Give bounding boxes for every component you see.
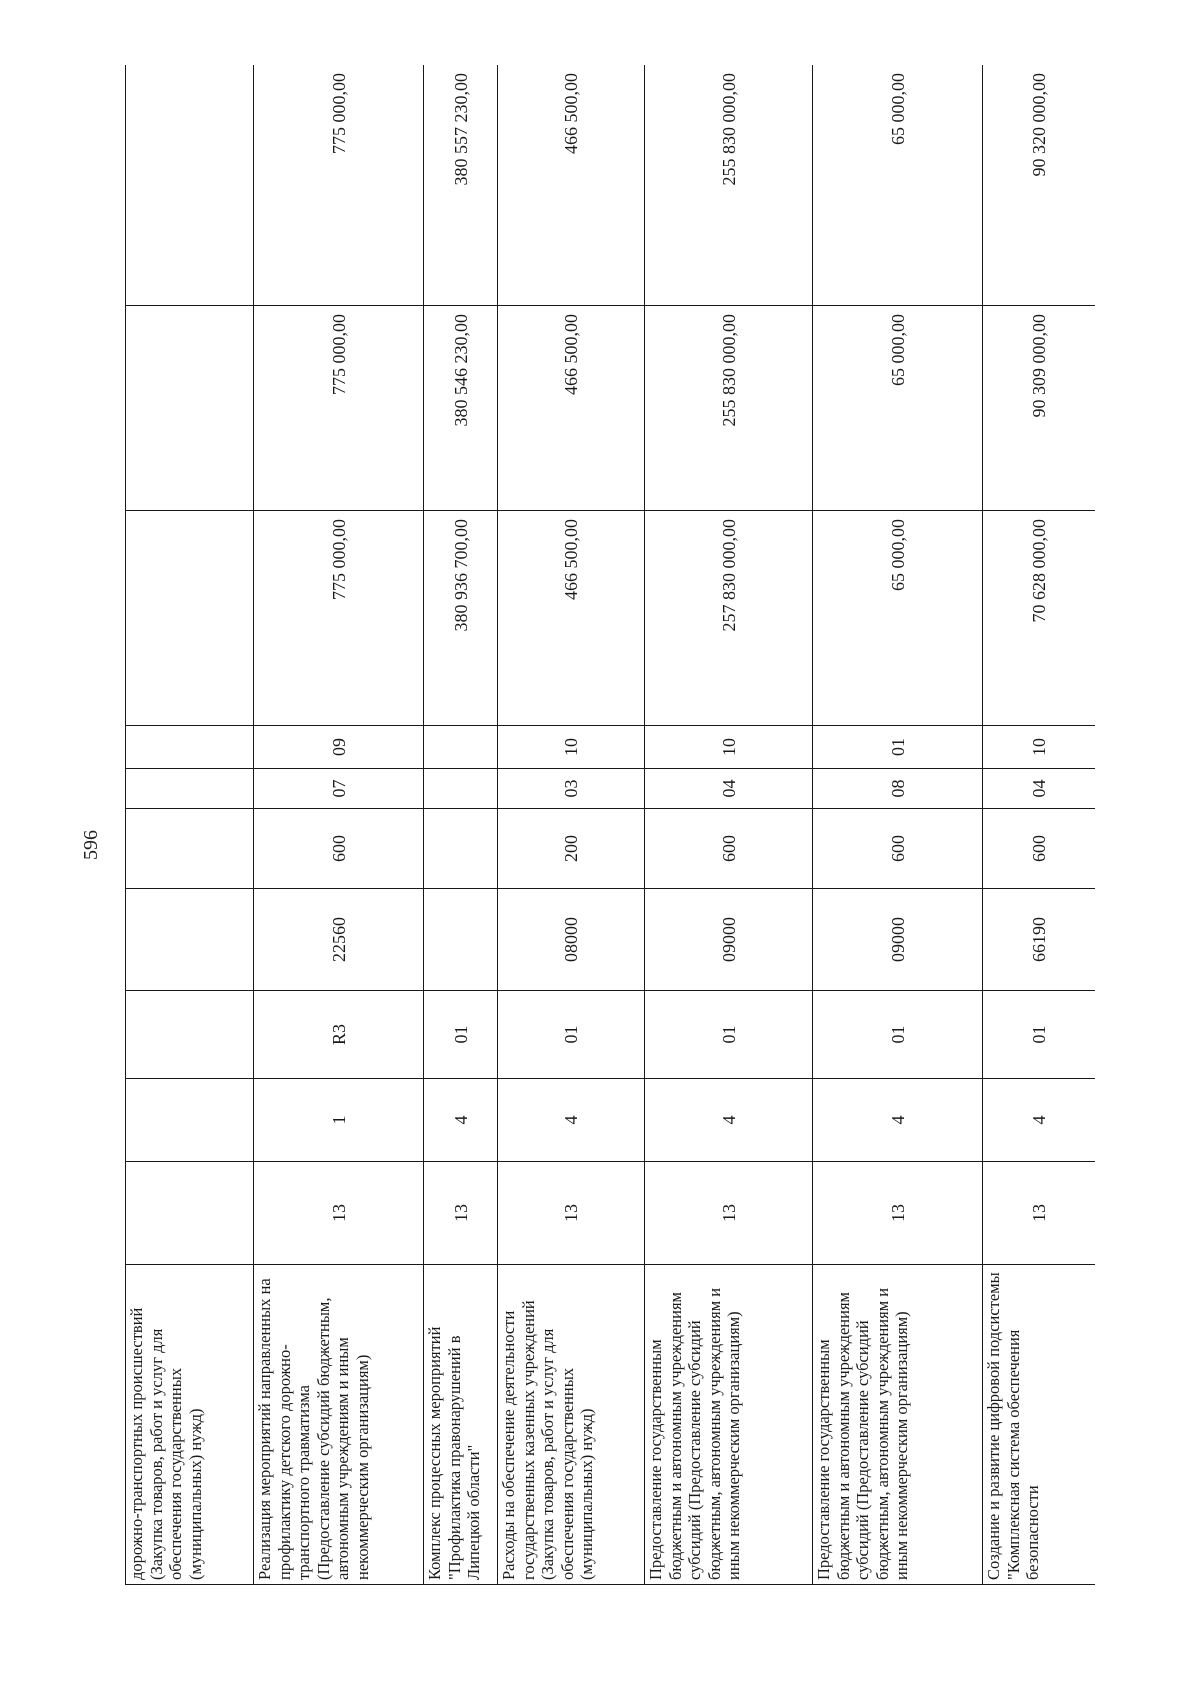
amount-year1: 65 000,00 bbox=[813, 511, 983, 726]
code-section2: 04 bbox=[645, 769, 813, 809]
code-program: 01 bbox=[813, 991, 983, 1079]
code-subsection: 09 bbox=[254, 726, 424, 769]
row-name: Реализация мероприятий направленных на профилактику детского дорожно-транспортного травматизма (Предоставление субсидий бюджетным, автономным учреждениям и иным некоммерческим организациям) bbox=[254, 1265, 424, 1585]
code-subsection: 10 bbox=[983, 726, 1096, 769]
code-type bbox=[126, 1079, 254, 1162]
code-section: 13 bbox=[813, 1162, 983, 1265]
code-direction: 08000 bbox=[498, 889, 645, 991]
row-name: Создание и развитие цифровой подсистемы "Комплексная система обеспечения безопасности bbox=[983, 1265, 1096, 1585]
budget-table-rotated bbox=[125, 65, 1095, 1585]
code-section bbox=[126, 1162, 254, 1265]
code-type: 1 bbox=[254, 1079, 424, 1162]
amount-year3 bbox=[126, 65, 254, 306]
amount-year3: 466 500,00 bbox=[498, 65, 645, 306]
amount-year3: 775 000,00 bbox=[254, 65, 424, 306]
code-expense-type: 600 bbox=[813, 809, 983, 889]
code-subsection bbox=[424, 726, 498, 769]
table-row bbox=[983, 65, 1096, 1585]
code-type: 4 bbox=[498, 1079, 645, 1162]
code-expense-type bbox=[424, 809, 498, 889]
amount-year2: 65 000,00 bbox=[813, 306, 983, 511]
row-name: Предоставление государственным бюджетным и автономным учреждениям субсидий (Предоставление субсидий бюджетным, автономным учреждениям и иным некоммерческим организациям) bbox=[645, 1265, 813, 1585]
code-expense-type bbox=[126, 809, 254, 889]
amount-year2: 775 000,00 bbox=[254, 306, 424, 511]
amount-year1: 466 500,00 bbox=[498, 511, 645, 726]
amount-year3: 380 557 230,00 bbox=[424, 65, 498, 306]
code-section: 13 bbox=[254, 1162, 424, 1265]
code-subsection bbox=[126, 726, 254, 769]
table-row bbox=[126, 65, 254, 1585]
code-direction bbox=[424, 889, 498, 991]
amount-year2: 380 546 230,00 bbox=[424, 306, 498, 511]
code-program: 01 bbox=[424, 991, 498, 1079]
budget-table bbox=[125, 65, 1095, 1585]
code-subsection: 10 bbox=[645, 726, 813, 769]
code-program: 01 bbox=[983, 991, 1096, 1079]
code-direction: 09000 bbox=[813, 889, 983, 991]
code-expense-type: 600 bbox=[983, 809, 1096, 889]
code-direction: 66190 bbox=[983, 889, 1096, 991]
amount-year2 bbox=[126, 306, 254, 511]
table-row bbox=[254, 65, 424, 1585]
amount-year2: 90 309 000,00 bbox=[983, 306, 1096, 511]
code-section: 13 bbox=[498, 1162, 645, 1265]
table-row bbox=[645, 65, 813, 1585]
code-section2: 03 bbox=[498, 769, 645, 809]
code-section2: 08 bbox=[813, 769, 983, 809]
amount-year1: 257 830 000,00 bbox=[645, 511, 813, 726]
code-type: 4 bbox=[645, 1079, 813, 1162]
code-type: 4 bbox=[983, 1079, 1096, 1162]
amount-year1: 70 628 000,00 bbox=[983, 511, 1096, 726]
amount-year1: 775 000,00 bbox=[254, 511, 424, 726]
code-program: 01 bbox=[645, 991, 813, 1079]
row-name: Предоставление государственным бюджетным и автономным учреждениям субсидий (Предоставление субсидий бюджетным, автономным учреждениям и иным некоммерческим организациям) bbox=[813, 1265, 983, 1585]
amount-year1 bbox=[126, 511, 254, 726]
code-direction bbox=[126, 889, 254, 991]
amount-year2: 466 500,00 bbox=[498, 306, 645, 511]
code-direction: 22560 bbox=[254, 889, 424, 991]
code-type: 4 bbox=[424, 1079, 498, 1162]
code-subsection: 10 bbox=[498, 726, 645, 769]
row-name: Комплекс процессных мероприятий "Профилактика правонарушений в Липецкой области" bbox=[424, 1265, 498, 1585]
code-subsection: 01 bbox=[813, 726, 983, 769]
code-expense-type: 600 bbox=[254, 809, 424, 889]
code-section2: 07 bbox=[254, 769, 424, 809]
code-section: 13 bbox=[424, 1162, 498, 1265]
row-name: Расходы на обеспечение деятельности государственных казенных учреждений (Закупка товаров, работ и услуг для обеспечения государственных (муниципальных) нужд) bbox=[498, 1265, 645, 1585]
amount-year1: 380 936 700,00 bbox=[424, 511, 498, 726]
budget-table-frame bbox=[125, 65, 1095, 1585]
code-type: 4 bbox=[813, 1079, 983, 1162]
code-program bbox=[126, 991, 254, 1079]
code-direction: 09000 bbox=[645, 889, 813, 991]
table-row bbox=[813, 65, 983, 1585]
amount-year3: 65 000,00 bbox=[813, 65, 983, 306]
code-section: 13 bbox=[645, 1162, 813, 1265]
table-row bbox=[424, 65, 498, 1585]
table-row bbox=[498, 65, 645, 1585]
code-section2 bbox=[126, 769, 254, 809]
amount-year3: 255 830 000,00 bbox=[645, 65, 813, 306]
page-number: 596 bbox=[80, 830, 102, 860]
code-program: 01 bbox=[498, 991, 645, 1079]
code-expense-type: 200 bbox=[498, 809, 645, 889]
code-program: R3 bbox=[254, 991, 424, 1079]
code-expense-type: 600 bbox=[645, 809, 813, 889]
row-name: дорожно-транспортных происшествий (Закупка товаров, работ и услуг для обеспечения государственных (муниципальных) нужд) bbox=[126, 1265, 254, 1585]
code-section2: 04 bbox=[983, 769, 1096, 809]
amount-year3: 90 320 000,00 bbox=[983, 65, 1096, 306]
amount-year2: 255 830 000,00 bbox=[645, 306, 813, 511]
code-section: 13 bbox=[983, 1162, 1096, 1265]
code-section2 bbox=[424, 769, 498, 809]
